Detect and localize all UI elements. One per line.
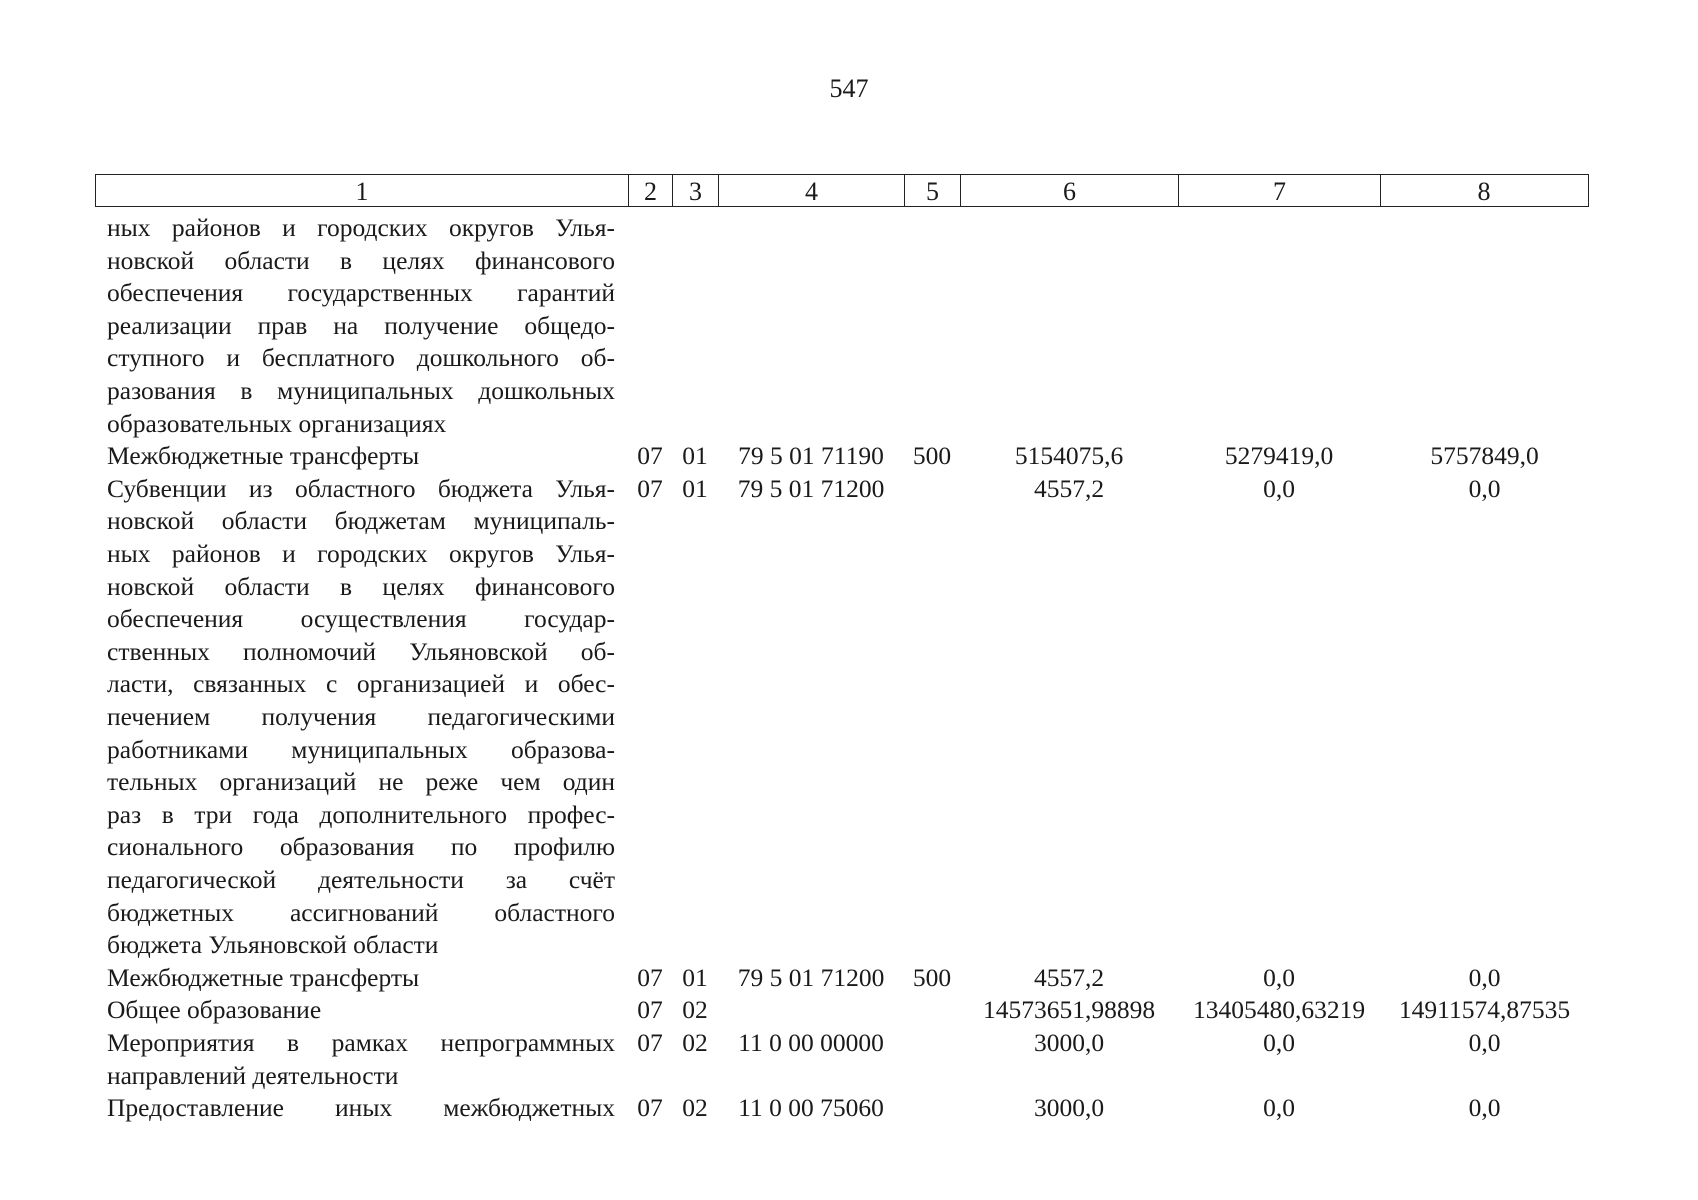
description-line: ственных полномочий Ульяновской об- bbox=[107, 636, 615, 666]
cell-col-6: 3000,0 bbox=[1033, 1093, 1105, 1123]
table-row bbox=[0, 1027, 1698, 1092]
cell-col-8: 0,0 bbox=[1468, 1027, 1501, 1057]
table-row bbox=[0, 473, 1698, 962]
cell-col-5 bbox=[904, 994, 960, 1027]
cell-col-3: 01 bbox=[682, 441, 708, 471]
header-col-7: 7 bbox=[1179, 175, 1381, 206]
description-line: тельных организаций не реже чем один bbox=[107, 767, 615, 797]
cell-col-4 bbox=[718, 212, 904, 245]
description-line: ступного и бесплатного дошкольного об- bbox=[107, 343, 615, 373]
description-line: ных районов и городских округов Улья- bbox=[107, 538, 615, 568]
table-row bbox=[0, 212, 1698, 440]
description-line: Субвенции из областного бюджета Улья- bbox=[107, 473, 615, 503]
cell-col-6: 4557,2 bbox=[1033, 473, 1105, 503]
cell-col-8: 0,0 bbox=[1468, 962, 1501, 992]
cell-col-8: 0,0 bbox=[1468, 473, 1501, 503]
cell-col-6: 5154075,6 bbox=[1014, 441, 1124, 471]
cell-col-6: 14573651,98898 bbox=[982, 995, 1156, 1025]
cell-col-7: 0,0 bbox=[1263, 1093, 1295, 1123]
cell-col-3: 02 bbox=[682, 995, 708, 1025]
table-row bbox=[0, 994, 1698, 1027]
row-description bbox=[107, 994, 615, 1027]
row-description bbox=[107, 962, 615, 995]
header-col-2: 2 bbox=[629, 175, 673, 206]
cell-col-8: 5757849,0 bbox=[1430, 441, 1539, 471]
description-line: обеспечения осуществления государ- bbox=[107, 604, 615, 634]
cell-col-2: 07 bbox=[637, 995, 663, 1025]
row-description bbox=[107, 440, 615, 473]
table-row bbox=[0, 440, 1698, 473]
description-line: новской области в целях финансового bbox=[107, 571, 615, 601]
description-line: Общее образование bbox=[107, 995, 322, 1025]
cell-col-6: 4557,2 bbox=[1033, 962, 1105, 992]
cell-col-8: 0,0 bbox=[1468, 1093, 1501, 1123]
cell-col-3: 01 bbox=[682, 473, 708, 503]
description-line: бюджетных ассигнований областного bbox=[107, 897, 615, 927]
cell-col-7: 13405480,63219 bbox=[1192, 995, 1366, 1025]
description-line: образовательных организациях bbox=[107, 408, 447, 438]
cell-col-3 bbox=[672, 212, 718, 245]
description-line: печением получения педагогическими bbox=[107, 701, 615, 731]
table-row bbox=[0, 962, 1698, 995]
cell-col-6 bbox=[960, 212, 1178, 245]
cell-col-4: 79 5 01 71200 bbox=[737, 473, 885, 503]
page-number: 547 bbox=[829, 74, 869, 103]
description-line: педагогической деятельности за счёт bbox=[107, 864, 615, 894]
cell-col-2: 07 bbox=[637, 473, 663, 503]
description-line: работниками муниципальных образова- bbox=[107, 734, 615, 764]
description-line: ных районов и городских округов Улья- bbox=[107, 213, 615, 242]
description-line: ласти, связанных с организацией и обес- bbox=[107, 669, 615, 699]
cell-col-4 bbox=[718, 994, 904, 1027]
cell-col-7: 0,0 bbox=[1263, 1027, 1295, 1057]
cell-col-7: 0,0 bbox=[1263, 962, 1295, 992]
cell-col-4: 79 5 01 71190 bbox=[738, 441, 884, 471]
description-line: Предоставление иных межбюджетных bbox=[107, 1093, 615, 1123]
cell-col-2: 07 bbox=[637, 962, 663, 992]
cell-col-3: 01 bbox=[682, 962, 708, 992]
header-col-5: 5 bbox=[905, 175, 961, 206]
row-description bbox=[107, 212, 615, 440]
cell-col-4: 11 0 00 75060 bbox=[738, 1093, 884, 1123]
cell-col-8: 14911574,87535 bbox=[1398, 995, 1571, 1025]
description-line: новской области в целях финансового bbox=[107, 245, 615, 275]
cell-col-5 bbox=[904, 473, 960, 506]
cell-col-7: 5279419,0 bbox=[1224, 441, 1334, 471]
header-col-6: 6 bbox=[961, 175, 1179, 206]
cell-col-4: 79 5 01 71200 bbox=[737, 962, 885, 992]
table-header bbox=[95, 174, 1589, 207]
cell-col-3: 02 bbox=[682, 1027, 708, 1057]
cell-col-6: 3000,0 bbox=[1033, 1027, 1105, 1057]
description-line: сионального образования по профилю bbox=[107, 832, 615, 862]
row-description bbox=[107, 1027, 615, 1092]
description-line: разования в муниципальных дошкольных bbox=[107, 375, 615, 405]
description-line: Межбюджетные трансферты bbox=[107, 441, 420, 471]
description-line: Мероприятия в рамках непрограммных bbox=[107, 1027, 615, 1057]
cell-col-2: 07 bbox=[637, 441, 663, 471]
cell-col-5 bbox=[904, 1027, 960, 1060]
table-body bbox=[0, 212, 1698, 1125]
cell-col-5 bbox=[904, 1092, 960, 1125]
cell-col-3: 02 bbox=[682, 1093, 708, 1123]
description-line: реализации прав на получение общедо- bbox=[107, 310, 615, 340]
cell-col-5 bbox=[904, 212, 960, 245]
cell-col-2: 07 bbox=[637, 1093, 663, 1123]
cell-col-4: 11 0 00 00000 bbox=[738, 1027, 884, 1057]
table-row bbox=[0, 1092, 1698, 1125]
description-line: Межбюджетные трансферты bbox=[107, 962, 420, 992]
row-description bbox=[107, 1092, 615, 1125]
description-line: направлений деятельности bbox=[107, 1060, 399, 1090]
description-line: обеспечения государственных гарантий bbox=[107, 278, 615, 308]
header-col-4: 4 bbox=[719, 175, 905, 206]
cell-col-7: 0,0 bbox=[1263, 473, 1295, 503]
header-col-8: 8 bbox=[1477, 177, 1491, 206]
cell-col-2: 07 bbox=[637, 1027, 663, 1057]
cell-col-2 bbox=[628, 212, 672, 245]
cell-col-7 bbox=[1178, 212, 1380, 245]
cell-col-5: 500 bbox=[912, 441, 952, 471]
header-col-1: 1 bbox=[96, 175, 629, 206]
cell-col-8 bbox=[1380, 212, 1589, 245]
header-col-3: 3 bbox=[673, 175, 719, 206]
description-line: бюджета Ульяновской области bbox=[107, 930, 439, 960]
cell-col-5: 500 bbox=[912, 962, 952, 992]
description-line: новской области бюджетам муниципаль- bbox=[107, 506, 615, 536]
row-description bbox=[107, 473, 615, 962]
description-line: раз в три года дополнительного профес- bbox=[107, 799, 615, 829]
